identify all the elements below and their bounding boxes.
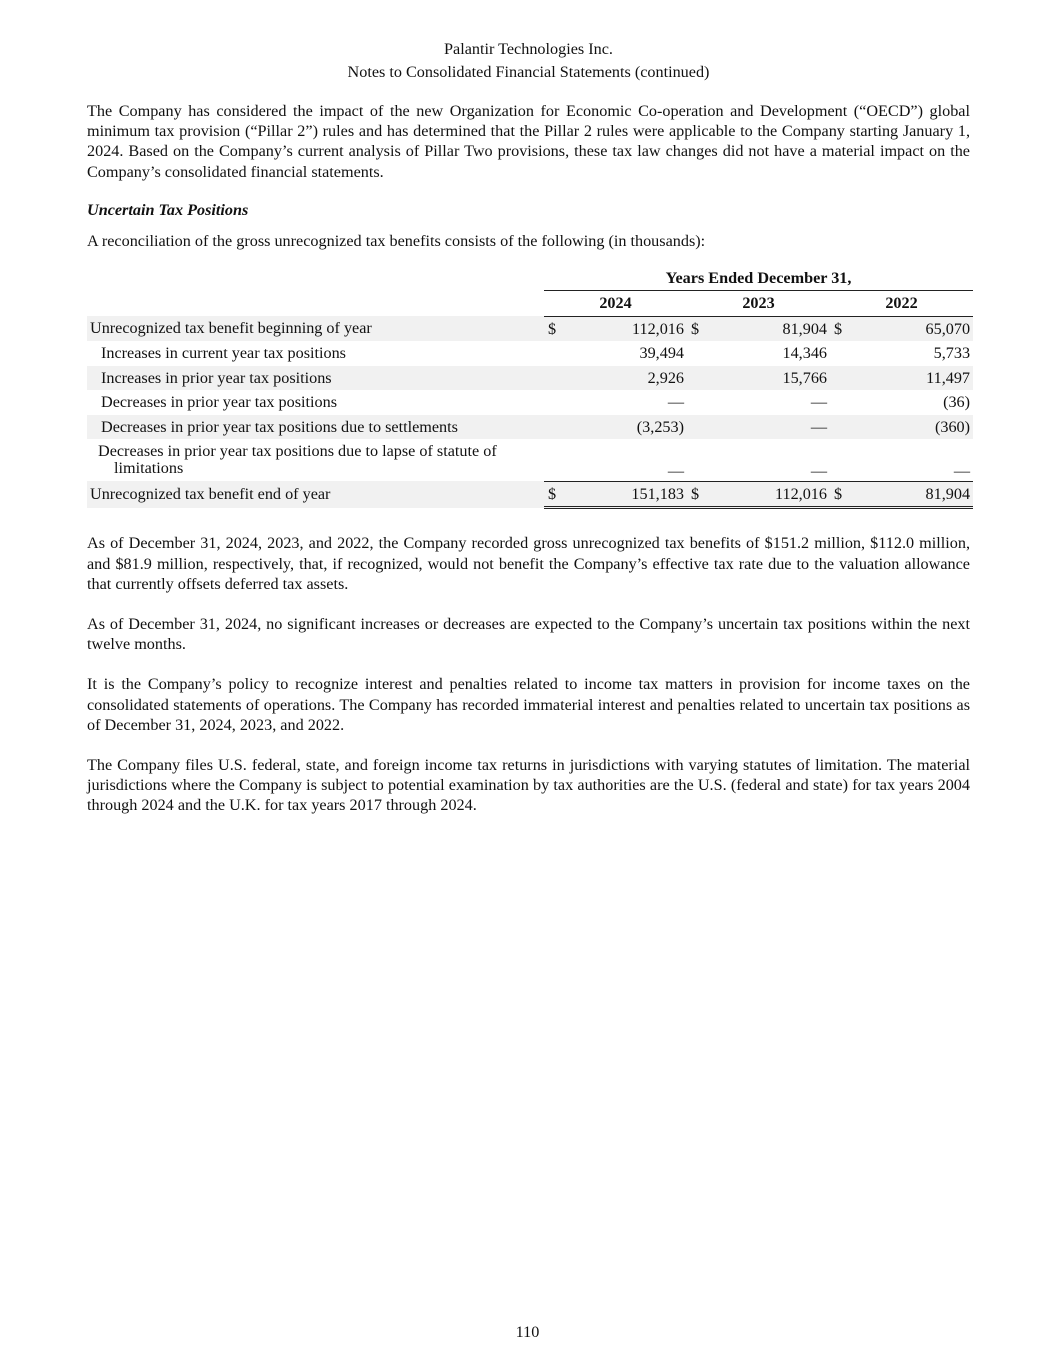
table-row: [87, 316, 973, 341]
row-label-line1: Decreases in prior year tax positions due to lapse of statute of: [98, 442, 497, 461]
company-name: Palantir Technologies Inc.: [444, 40, 613, 58]
table-row: [87, 366, 973, 391]
cell-2023: 81,904: [709, 316, 830, 341]
policy-paragraph: It is the Company’s policy to recognize interest and penalties related to income tax matters in provision for income taxes on the consolidated statements of operations. The Company has recorded immaterial interest and penalties related to uncertain tax positions as of December 31, 2024, 2023, and 2022.: [87, 675, 970, 734]
cell-2023: —: [810, 393, 827, 412]
year-header-2024: 2024: [544, 291, 687, 317]
pillar2-paragraph: The Company has considered the impact of the new Organization for Economic Co-operation and Development (“OECD”) global minimum tax provision (“Pillar 2”) rules and has determined that the Pillar 2 rules were applicable to the Company starting January 1, 2024. Based on the Company’s current analysis of Pillar Two provisions, these tax law changes did not have a material impact on the Company’s consolidated financial statements.: [87, 102, 970, 181]
cell-2023: —: [709, 415, 830, 440]
page-number: 110: [515, 1323, 540, 1341]
row-label: Unrecognized tax benefit end of year: [87, 481, 544, 508]
table-row: [87, 390, 973, 415]
no-changes-paragraph: As of December 31, 2024, no significant increases or decreases are expected to the Company’s uncertain tax positions within the next twelve months.: [87, 614, 970, 654]
table-row: [87, 341, 973, 366]
cell-2023: 14,346: [782, 344, 827, 363]
cell-2022: 81,904: [852, 481, 973, 508]
year-header-2023: 2023: [687, 291, 830, 317]
cell-2024: —: [667, 461, 684, 480]
period-header: Years Ended December 31,: [544, 266, 973, 291]
row-label: Unrecognized tax benefit beginning of year: [87, 316, 544, 341]
cell-2022: 65,070: [852, 316, 973, 341]
jurisdictions-paragraph: The Company files U.S. federal, state, and foreign income tax returns in jurisdictions with varying statutes of limitation. The material jurisdictions where the Company is subject to potential examination by tax authorities are the U.S. (federal and state) for tax years 2004 through 2024 and the U.K. for tax years 2017 through 2024.: [87, 755, 970, 815]
document-page: [87, 38, 970, 816]
table-total-row: [87, 481, 973, 508]
recorded-benefits-paragraph: As of December 31, 2024, 2023, and 2022, the Company recorded gross unrecognized tax benefits of $151.2 million, $112.0 million, and $81.9 million, respectively, that, if recognized, would not benefit the Company’s effective tax rate due to the valuation allowance that currently offsets deferred tax assets.: [87, 534, 970, 593]
row-label: Decreases in prior year tax positions: [101, 393, 337, 412]
table-row: [87, 439, 973, 481]
cell-2024: —: [667, 393, 684, 412]
row-label: Decreases in prior year tax positions due to settlements: [87, 415, 544, 440]
cell-2024: (3,253): [566, 415, 687, 440]
cell-2024: 151,183: [566, 481, 687, 508]
cell-2022: 11,497: [852, 366, 973, 391]
row-label: Increases in prior year tax positions: [87, 366, 544, 391]
cell-2022: —: [953, 461, 971, 480]
currency-symbol: $: [687, 316, 709, 341]
currency-symbol: $: [544, 481, 566, 508]
cell-2024: 112,016: [566, 316, 687, 341]
cell-2024: 39,494: [639, 344, 684, 363]
reconciliation-table: [87, 266, 973, 510]
year-header-2022: 2022: [830, 291, 973, 317]
cell-2023: —: [810, 461, 827, 480]
currency-symbol: $: [830, 481, 852, 508]
cell-2022: 5,733: [933, 344, 971, 363]
row-label-line2: limitations: [114, 459, 184, 478]
row-label: [87, 439, 544, 481]
cell-2022: (360): [852, 415, 973, 440]
currency-symbol: $: [830, 316, 852, 341]
cell-2022: (36): [943, 393, 971, 412]
section-heading: Uncertain Tax Positions: [87, 200, 249, 219]
intro-paragraph: A reconciliation of the gross unrecognized tax benefits consists of the following (in thousands):: [87, 231, 706, 250]
table-row: [87, 415, 973, 440]
cell-2023: 15,766: [709, 366, 830, 391]
currency-symbol: $: [687, 481, 709, 508]
cell-2023: 112,016: [709, 481, 830, 508]
cell-2024: 2,926: [566, 366, 687, 391]
page-subtitle: Notes to Consolidated Financial Statements (continued): [347, 63, 710, 81]
table-year-header-row: [87, 291, 973, 317]
currency-symbol: $: [544, 316, 566, 341]
row-label: Increases in current year tax positions: [101, 344, 346, 363]
table-period-header-row: [87, 266, 973, 291]
